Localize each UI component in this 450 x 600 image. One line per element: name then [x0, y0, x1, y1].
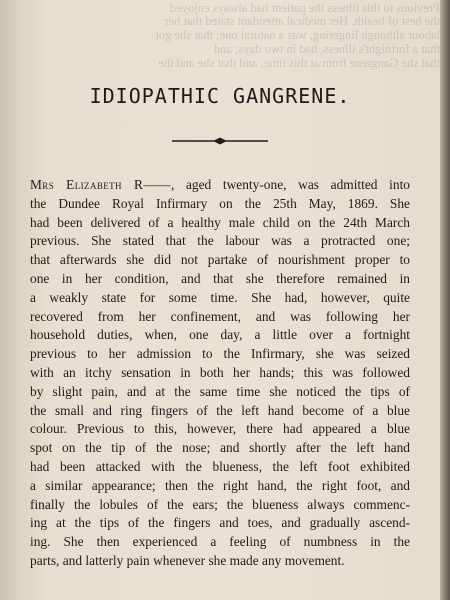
text-line: one in her condition, and that she therefore remained in [30, 270, 410, 286]
text-line: with an itchy sensation in both her hands; this was followed [30, 364, 410, 380]
article-body [30, 176, 410, 571]
text-line [30, 176, 410, 195]
text-line: a similar appearance; then the right hand, the right foot, and [30, 477, 410, 493]
article-title: IDIOPATHIC GANGRENE. [89, 84, 351, 108]
bleed-line: the best of health. Her medical attendant stated that her [164, 14, 440, 28]
bleed-line: that a fortnight's illness, had in two days; and [213, 42, 440, 56]
text-line: recovered from her confinement, and was following her [30, 308, 410, 324]
text-line: household duties, when, one day, a little over a fortnight [30, 327, 410, 343]
text-line: the small and ring fingers of the left hand become of a blue [30, 402, 410, 418]
bleed-through-text [155, 0, 440, 72]
text-line: previous to her admission to the Infirmary, she was seized [30, 346, 410, 362]
text-line: previous. She stated that the labour was a protracted one; [30, 233, 410, 249]
text-line: that afterwards she did not partake of nourishment proper to [30, 252, 410, 268]
text-line: a weakly state for some time. She had, however, quite [30, 289, 410, 305]
first-line-text: , aged twenty-one, was admitted into [170, 177, 410, 192]
text-line: had been attacked with the blueness, the left foot exhibited [30, 458, 410, 474]
page-edge [440, 0, 450, 600]
text-line: ing at the tips of the fingers and toes, and gradually ascend- [30, 515, 410, 531]
bleed-line: labour although lingering, was a natural one; that she got [155, 28, 440, 42]
bleed-line: Previous to this illness the patient had always enjoyed [169, 1, 440, 15]
text-line: had been delivered of a healthy male child on the 24th March [30, 214, 410, 230]
text-line: finally the lobules of the ears; the blueness always commenc- [30, 496, 410, 512]
text-line: spot on the tip of the nose; and shortly after the left hand [30, 440, 410, 456]
ornament-rule-icon [170, 136, 270, 146]
bleed-line: that she Gangrene from at this time, and that she and the [158, 56, 440, 70]
patient-name: Mrs Elizabeth R—— [30, 177, 171, 192]
text-line: by slight pain, and at the same time she noticed the tips of [30, 383, 410, 399]
text-line: parts, and latterly pain whenever she made any movement. [30, 552, 345, 568]
text-line: the Dundee Royal Infirmary on the 25th May, 1869. She [30, 195, 410, 211]
text-line: ing. She then experienced a feeling of numbness in the [30, 534, 410, 550]
text-line: colour. Previous to this, however, there had appeared a blue [30, 421, 410, 437]
